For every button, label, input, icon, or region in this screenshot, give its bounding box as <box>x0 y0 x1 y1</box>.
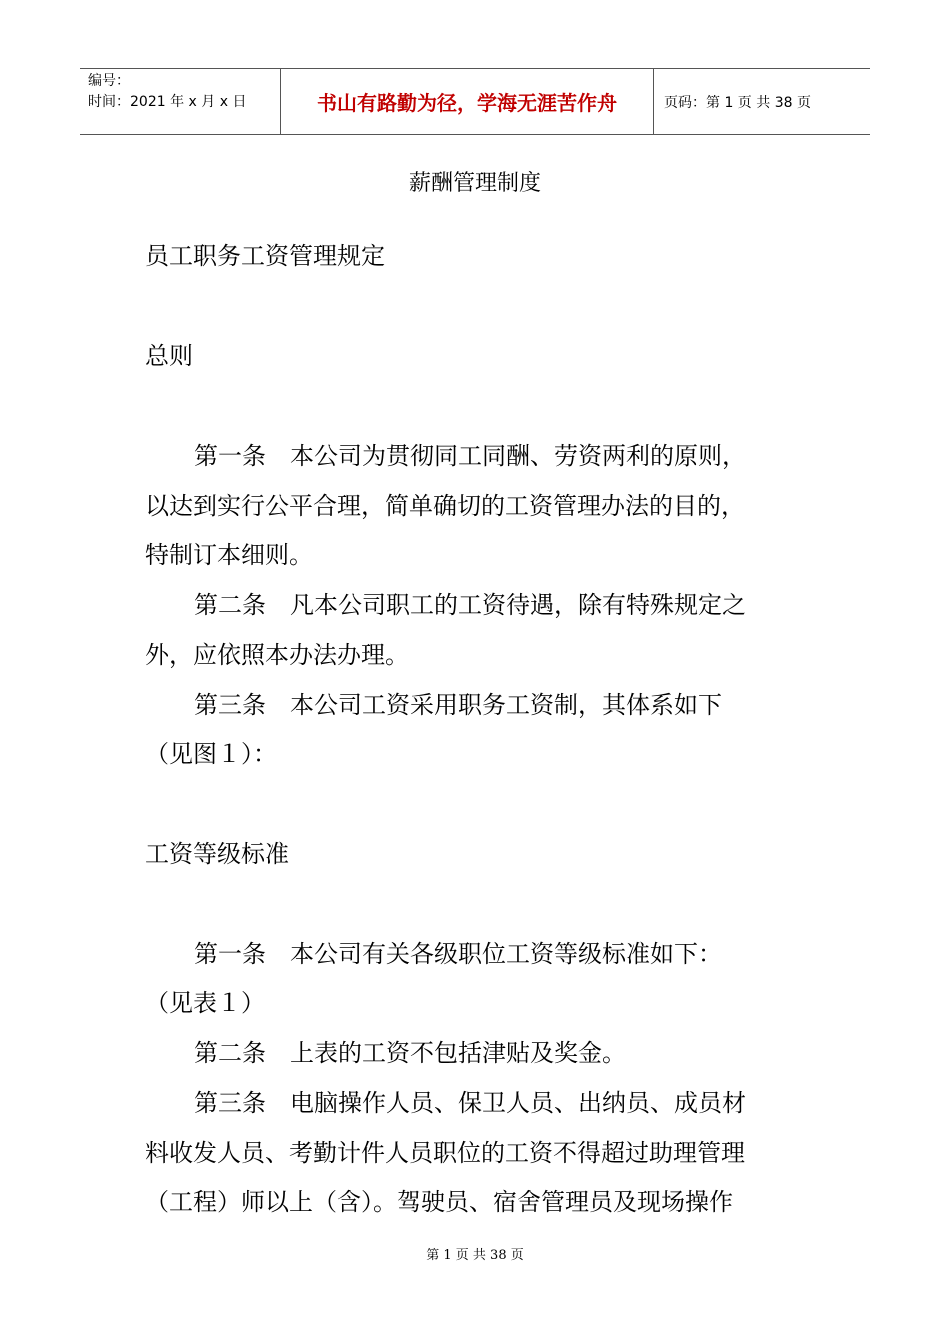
section-heading-salary-grades: 工资等级标准 <box>145 840 289 868</box>
header-page-info: 页码：第 1 页 共 38 页 <box>664 94 811 111</box>
paragraph-line: 第一条 本公司有关各级职位工资等级标准如下： <box>194 940 722 968</box>
page-footer: 第 1 页 共 38 页 <box>426 1248 524 1263</box>
paragraph-line: 第三条 本公司工资采用职务工资制，其体系如下 <box>194 691 722 719</box>
paragraph-line: 第一条 本公司为贯彻同工同酬、劳资两利的原则， <box>194 442 746 470</box>
section-heading-regulation: 员工职务工资管理规定 <box>145 242 385 270</box>
paragraph-line: （见表１） <box>145 989 265 1017</box>
serial-number-label: 编号： <box>88 73 130 89</box>
paragraph-line: 第二条 上表的工资不包括津贴及奖金。 <box>194 1039 626 1067</box>
header-motto: 书山有路勤为径，学海无涯苦作舟 <box>281 69 654 134</box>
paragraph-line: （见图１）： <box>145 740 277 768</box>
header-meta <box>80 69 281 134</box>
paragraph-line: 特制订本细则。 <box>145 541 313 569</box>
date-label: 时间：2021 年 x 月 x 日 <box>88 94 247 110</box>
paragraph-line: 第二条 凡本公司职工的工资待遇，除有特殊规定之 <box>194 591 746 619</box>
paragraph-line: 外，应依照本办法办理。 <box>145 641 409 669</box>
section-heading-general: 总则 <box>145 342 193 370</box>
paragraph-line: （工程）师以上（含）。驾驶员、宿舍管理员及现场操作 <box>145 1188 733 1216</box>
page-header <box>80 68 870 135</box>
document-title: 薪酬管理制度 <box>408 171 541 196</box>
paragraph-line: 以达到实行公平合理，简单确切的工资管理办法的目的， <box>145 492 745 520</box>
paragraph-line: 第三条 电脑操作人员、保卫人员、出纳员、成员材 <box>194 1089 746 1117</box>
paragraph-line: 料收发人员、考勤计件人员职位的工资不得超过助理管理 <box>145 1139 745 1167</box>
